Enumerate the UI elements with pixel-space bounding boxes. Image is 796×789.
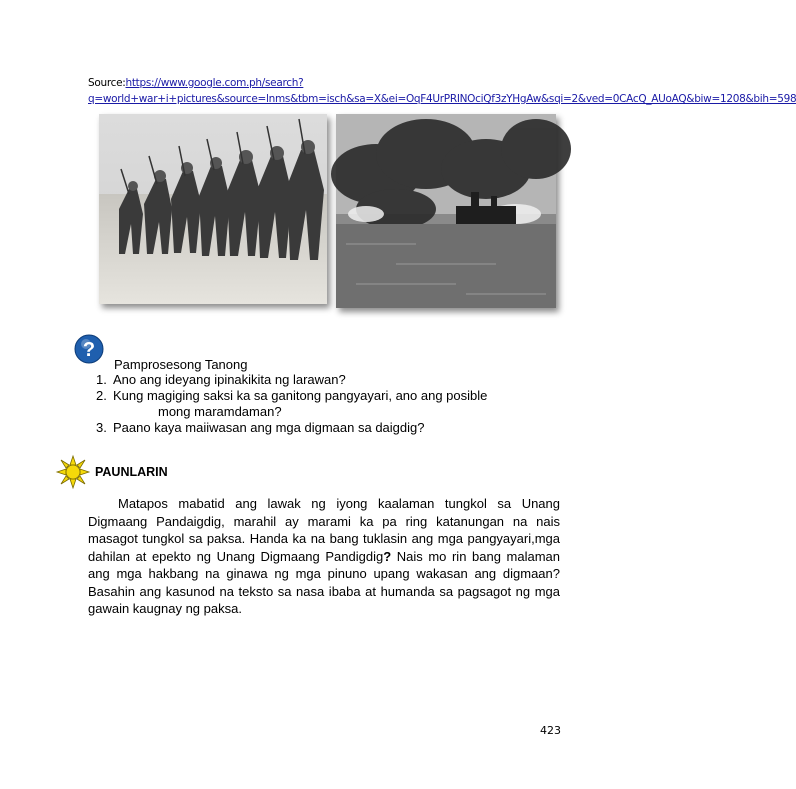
question-icon	[74, 334, 104, 364]
sun-icon	[56, 455, 90, 489]
paragraph-text-1: Matapos mabatid ang lawak ng iyong kaalaman tungkol sa Unang Digmaang Pandaigdig, marahil ay marami ka pa ring katanungan na nais masagot tungkol sa paksa. Handa ka na bang tuklasin ang mga pangyayari,mga dahilan at epekto ng Unang Digmaang Pandigdig	[88, 496, 560, 564]
item-number: 2.	[96, 388, 107, 403]
list-item	[96, 372, 487, 388]
source-link[interactable]: https://www.google.com.ph/search?q=world+war+i+pictures&source=lnms&tbm=isch&sa=X&ei=OqF4UrPRINOciQf3zYHgAw&sqi=2&ved=0CAcQ_AUoAQ&biw=1208&bih=598	[88, 77, 796, 105]
list-item	[96, 388, 487, 420]
list-item	[96, 420, 487, 436]
page-number: 423	[540, 724, 561, 737]
item-number: 3.	[96, 420, 107, 435]
paragraph-text-2: Nais mo rin bang malaman ang mga hakbang na ginawa ng mga pinuno upang wakasan ang digmaan? Basahin ang kasunod na teksto sa nasa ibaba at humanda sa pagsagot ng mga gawain kaugnay ng paksa.	[88, 548, 560, 616]
questions-list	[96, 372, 487, 436]
source-label: Source:	[88, 77, 126, 89]
body-paragraph	[88, 495, 560, 618]
burning-ships-photo	[336, 114, 556, 308]
item-number: 1.	[96, 372, 107, 387]
item-continuation: mong maramdaman?	[158, 404, 282, 419]
soldiers-photo	[99, 114, 327, 304]
source-citation	[88, 75, 796, 107]
section-heading: PAUNLARIN	[95, 465, 168, 479]
svg-text:?: ?	[82, 339, 96, 361]
paragraph-bold: ?	[383, 548, 392, 564]
item-text: Kung magiging saksi ka sa ganitong pangyayari, ano ang posible	[113, 388, 488, 403]
item-text: Ano ang ideyang ipinakikita ng larawan?	[113, 372, 346, 387]
item-text: Paano kaya maiiwasan ang mga digmaan sa daigdig?	[113, 420, 425, 435]
questions-title: Pamprosesong Tanong	[114, 357, 248, 372]
